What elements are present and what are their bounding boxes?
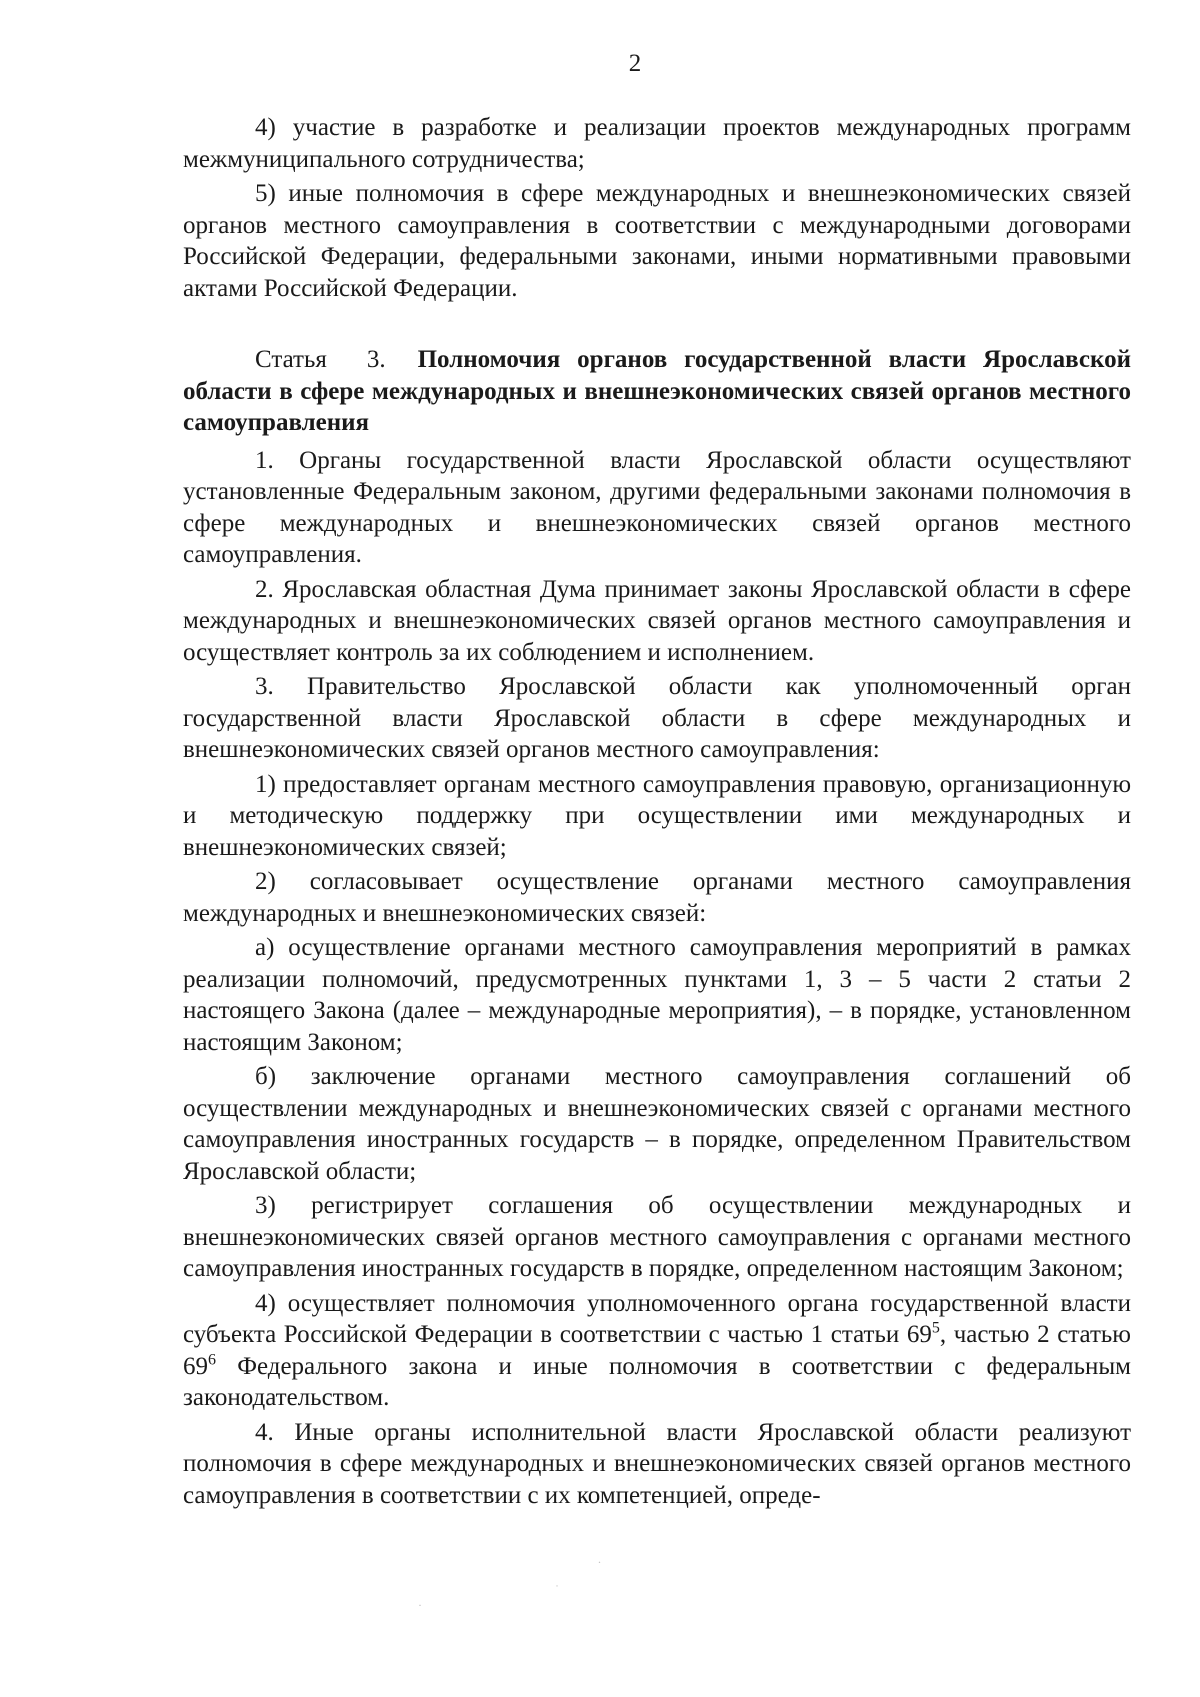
paragraph: 4. Иные органы исполнительной власти Ярославской области реализуют полномочия в сфере международных и внешнеэкономических связей органов местного самоуправления в соответствии с их компетенцией, опреде- bbox=[183, 1418, 1131, 1509]
list-item: 5) иные полномочия в сфере международных и внешнеэкономических связей органов местного самоуправления в соответствии с международными договорами Российской Федерации, федеральными законами, иными нормативными правовыми актами Российской Федерации. bbox=[183, 180, 1131, 302]
paragraph: 3. Правительство Ярославской области как уполномоченный орган государственной власти Ярославской области в сфере международных и внешнеэкономических связей органов местного самоуправления: bbox=[183, 673, 1131, 763]
list-item-text: 4) осуществляет полномочия уполномоченного органа государственной власти субъекта Российской Федерации в соответствии с частью 1 статьи 69 bbox=[183, 1289, 1131, 1348]
paragraph: 2. Ярославская областная Дума принимает законы Ярославской области в сфере международных и внешнеэкономических связей органов местного самоуправления и осуществляет контроль за их соблюдением и исполнением. bbox=[183, 575, 1131, 666]
superscript: 6 bbox=[208, 1351, 216, 1369]
article-title: Полномочия органов государственной власти Ярославской области в сфере международных и внешнеэкономических связей органов местного самоуправления bbox=[183, 346, 1131, 436]
document-body bbox=[183, 112, 1131, 1514]
scan-artifact: ˙ bbox=[555, 1582, 559, 1596]
list-item bbox=[183, 1288, 1131, 1414]
list-item-text: , частью 2 статью 69 bbox=[183, 1321, 1131, 1380]
page-number: 2 bbox=[628, 50, 642, 77]
scan-artifact: · bbox=[418, 1598, 422, 1612]
list-item: 3) регистрирует соглашения об осуществлении международных и внешнеэкономических связей органов местного самоуправления с органами местного самоуправления иностранных государств в порядке, определенном настоящим Законом; bbox=[183, 1192, 1131, 1282]
article-word: Статья bbox=[255, 346, 327, 373]
sub-list-item: а) осуществление органами местного самоуправления мероприятий в рамках реализации полномочий, предусмотренных пунктами 1, 3 – 5 части 2 статьи 2 настоящего Закона (далее – международные мероприятия), – в порядке, установленном настоящим Законом; bbox=[183, 934, 1131, 1056]
list-item: 4) участие в разработке и реализации проектов международных программ межмуниципального сотрудничества; bbox=[183, 114, 1131, 173]
list-item: 2) согласовывает осуществление органами местного самоуправления международных и внешнеэкономических связей: bbox=[183, 868, 1131, 927]
scan-artifact: . bbox=[598, 1552, 601, 1566]
sub-list-item: б) заключение органами местного самоуправления соглашений об осуществлении международных и внешнеэкономических связей с органами местного самоуправления иностранных государств – в порядке, определенном Правительством Ярославской области; bbox=[183, 1063, 1131, 1185]
list-item-text: Федерального закона и иные полномочия в соответствии с федеральным законодательством. bbox=[183, 1352, 1131, 1411]
article-label bbox=[255, 344, 386, 376]
superscript: 5 bbox=[931, 1319, 940, 1337]
article-number: 3. bbox=[366, 346, 386, 373]
list-item: 1) предоставляет органам местного самоуправления правовую, организационную и методическую поддержку при осуществлении ими международных и внешнеэкономических связей; bbox=[183, 770, 1131, 861]
paragraph: 1. Органы государственной власти Ярославской области осуществляют установленные Федеральным законом, другими федеральными законами полномочия в сфере международных и внешнеэкономических связей органов местного самоуправления. bbox=[183, 446, 1131, 568]
article-heading bbox=[183, 344, 1131, 439]
